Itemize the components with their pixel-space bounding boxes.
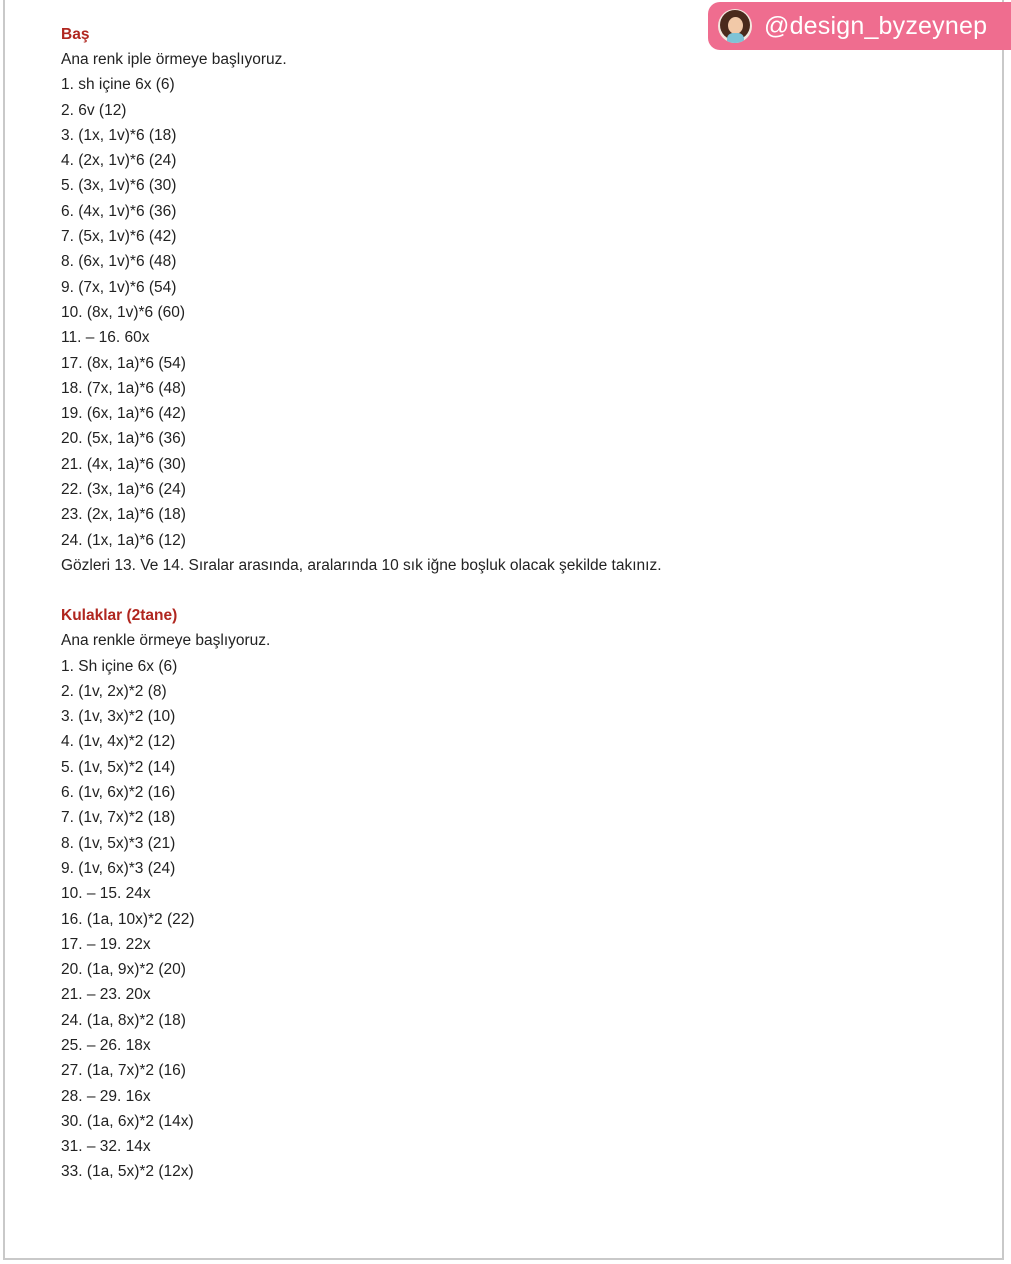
pattern-row: 19. (6x, 1a)*6 (42)	[61, 405, 186, 423]
section-gap	[61, 578, 961, 603]
pattern-row: 10. – 15. 24x	[61, 885, 151, 903]
row-list	[61, 654, 961, 1185]
section-intro: Ana renk iple örmeye başlıyoruz.	[61, 51, 287, 68]
pattern-row: 18. (7x, 1a)*6 (48)	[61, 379, 186, 397]
pattern-row: 20. (5x, 1a)*6 (36)	[61, 430, 186, 448]
pattern-row: 6. (4x, 1v)*6 (36)	[61, 202, 177, 220]
pattern-row: 5. (3x, 1v)*6 (30)	[61, 177, 177, 195]
watermark-handle: @design_byzeynep	[764, 11, 988, 40]
pattern-row: 1. sh içine 6x (6)	[61, 76, 175, 94]
section-note: Gözleri 13. Ve 14. Sıralar arasında, aralarında 10 sık iğne boşluk olacak şekilde takınız.	[61, 556, 662, 574]
pattern-row: 25. – 26. 18x	[61, 1036, 151, 1054]
pattern-row: 2. 6v (12)	[61, 101, 127, 119]
row-list	[61, 72, 961, 553]
pattern-row: 11. – 16. 60x	[61, 329, 150, 347]
pattern-row: 8. (1v, 5x)*3 (21)	[61, 834, 176, 852]
pattern-row: 28. – 29. 16x	[61, 1087, 151, 1105]
pattern-row: 17. – 19. 22x	[61, 935, 151, 953]
pattern-row: 27. (1a, 7x)*2 (16)	[61, 1062, 186, 1080]
document-content	[61, 22, 961, 1185]
pattern-row: 3. (1v, 3x)*2 (10)	[61, 708, 176, 726]
section-title: Kulaklar (2tane)	[61, 607, 178, 625]
pattern-row: 4. (2x, 1v)*6 (24)	[61, 152, 177, 170]
pattern-row: 5. (1v, 5x)*2 (14)	[61, 758, 176, 776]
pattern-row: 24. (1x, 1a)*6 (12)	[61, 531, 186, 549]
pattern-row: 9. (7x, 1v)*6 (54)	[61, 278, 177, 296]
pattern-row: 8. (6x, 1v)*6 (48)	[61, 253, 177, 271]
pattern-row: 21. – 23. 20x	[61, 986, 151, 1004]
pattern-row: 9. (1v, 6x)*3 (24)	[61, 859, 176, 877]
pattern-row: 17. (8x, 1a)*6 (54)	[61, 354, 186, 372]
pattern-row: 33. (1a, 5x)*2 (12x)	[61, 1163, 194, 1181]
pattern-row: 30. (1a, 6x)*2 (14x)	[61, 1112, 194, 1130]
section-kulaklar	[61, 603, 961, 1185]
pattern-row: 7. (5x, 1v)*6 (42)	[61, 228, 177, 246]
pattern-row: 23. (2x, 1a)*6 (18)	[61, 506, 186, 524]
pattern-row: 22. (3x, 1a)*6 (24)	[61, 481, 186, 499]
pattern-row: 4. (1v, 4x)*2 (12)	[61, 733, 176, 751]
section-bas	[61, 22, 961, 578]
pattern-row: 20. (1a, 9x)*2 (20)	[61, 961, 186, 979]
section-title: Baş	[61, 26, 90, 43]
pattern-row: 7. (1v, 7x)*2 (18)	[61, 809, 176, 827]
pattern-row: 6. (1v, 6x)*2 (16)	[61, 784, 176, 802]
pattern-row: 10. (8x, 1v)*6 (60)	[61, 303, 186, 321]
pattern-row: 3. (1x, 1v)*6 (18)	[61, 126, 177, 144]
section-intro: Ana renkle örmeye başlıyoruz.	[61, 632, 271, 650]
pattern-row: 1. Sh içine 6x (6)	[61, 657, 178, 675]
pattern-row: 2. (1v, 2x)*2 (8)	[61, 682, 167, 700]
pattern-row: 21. (4x, 1a)*6 (30)	[61, 455, 186, 473]
pattern-row: 24. (1a, 8x)*2 (18)	[61, 1011, 186, 1029]
pattern-row: 31. – 32. 14x	[61, 1138, 151, 1156]
pattern-row: 16. (1a, 10x)*2 (22)	[61, 910, 195, 928]
